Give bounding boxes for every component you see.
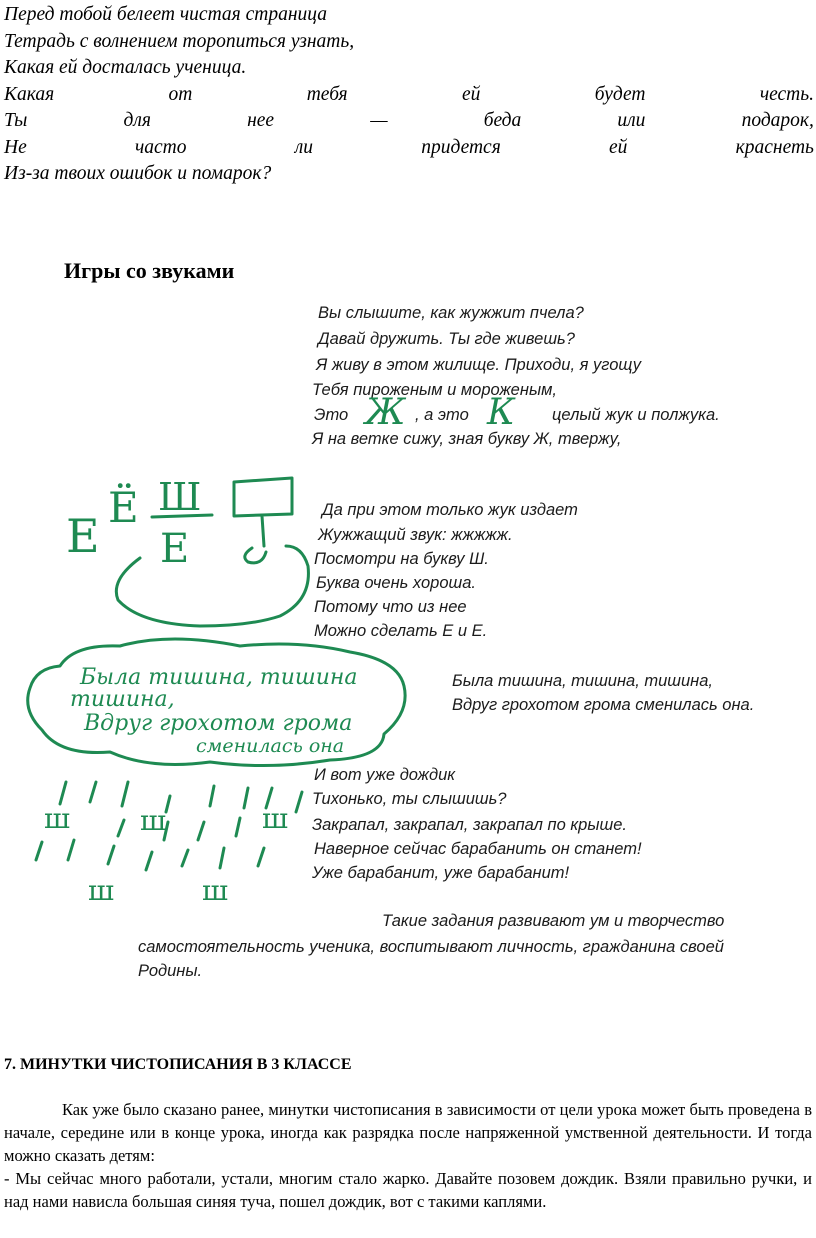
verse-line: И вот уже дождик xyxy=(314,766,456,784)
arrow-curve xyxy=(116,546,308,626)
poem-word: Какая xyxy=(4,83,55,105)
verse-line: Была тишина, тишина, тишина, xyxy=(452,672,714,690)
verse-line: Можно сделать Е и Е. xyxy=(314,622,488,640)
section-heading: Игры со звуками xyxy=(64,258,235,283)
rain-letter: ш xyxy=(140,804,167,837)
verse-line: Потому что из нее xyxy=(314,598,467,616)
poem-word: Ты xyxy=(4,110,28,131)
handwritten-letter-k: К xyxy=(487,392,515,433)
body-paragraph xyxy=(4,1098,812,1213)
verse-line: Жужжащий звук: жжжжж. xyxy=(318,526,513,544)
verse-line: Тихонько, ты слышишь? xyxy=(312,790,507,808)
poem-word: придется xyxy=(421,136,501,158)
poem-word: — xyxy=(370,110,388,131)
poem-word: беда xyxy=(483,110,522,131)
verse-line: Посмотри на букву Ш. xyxy=(314,550,489,568)
poem-line: Из-за твоих ошибок и помарок? xyxy=(4,163,272,184)
cloud-handwriting: сменилась она xyxy=(196,735,345,757)
rain-letter: ш xyxy=(88,874,115,907)
poem-line: Перед тобой белеет чистая страница xyxy=(4,4,327,25)
poem-word: Не xyxy=(4,136,27,158)
verse-line: целый жук и полжука. xyxy=(552,406,720,424)
letter-construction-drawing xyxy=(234,478,292,563)
poem-word: ей xyxy=(461,83,481,105)
handwritten-letter-e-small: Е xyxy=(160,526,190,572)
section-title: 7. МИНУТКИ ЧИСТОПИСАНИЯ В 3 КЛАССЕ xyxy=(4,1056,352,1073)
poem-word: честь. xyxy=(759,83,814,105)
verse-line: Буква очень хороша. xyxy=(316,574,476,592)
poem-word: подарок, xyxy=(741,110,814,131)
handwritten-letter-zh: Ж xyxy=(365,392,406,433)
poem-word: краснеть xyxy=(735,136,814,158)
handwritten-letter-e: Е xyxy=(66,509,100,563)
poem-word: ей xyxy=(609,136,628,158)
poem-line: Какая ей досталась ученица. xyxy=(4,57,247,78)
paragraph-text: Как уже было сказано ранее, минутки чистописания в зависимости от цели урока может быть проведена в начале, середине или в конце урока, иногда как разрядка после напряженной умственной деятельности. И тогда можно сказать детям: xyxy=(4,1100,812,1165)
poem-word: ли xyxy=(294,136,313,158)
note-line: Такие задания развивают ум и творчество xyxy=(382,912,725,930)
poem-word: для xyxy=(123,110,151,131)
poem-word: тебя xyxy=(306,83,348,105)
verse-line: Закрапал, закрапал, закрапал по крыше. xyxy=(312,816,627,834)
note-line: самостоятельность ученика, воспитывают личность, гражданина своей xyxy=(138,938,724,956)
cloud-handwriting: Была тишина, тишина xyxy=(80,665,358,690)
verse-line: Давай дружить. Ты где живешь? xyxy=(318,330,575,348)
rain-drawing xyxy=(36,782,302,907)
poem-word: от xyxy=(168,83,193,105)
verse-line: Я живу в этом жилище. Приходи, я угощу xyxy=(316,356,642,374)
poem-line: Тетрадь с волнением торопиться узнать, xyxy=(4,30,355,52)
underline-stroke xyxy=(152,515,212,517)
handwritten-letter-yo: Ё xyxy=(108,483,139,532)
poem-word: нее xyxy=(247,110,275,131)
paragraph-text: - Мы сейчас много работали, устали, многим стало жарко. Давайте позовем дождик. Взяли правильно ручки, и над нами нависла большая синяя туча, пошел дождик, вот с такими каплями. xyxy=(4,1169,812,1211)
verse-line: Я на ветке сижу, зная букву Ж, твержу, xyxy=(312,430,622,448)
cloud-handwriting: Вдруг грохотом грома xyxy=(84,711,353,736)
verse-line: , а это xyxy=(415,406,469,424)
verse-line: Да при этом только жук издает xyxy=(322,501,578,519)
cloud-handwriting: тишина, xyxy=(70,687,175,712)
verse-line: Наверное сейчас барабанить он станет! xyxy=(314,840,642,858)
rain-letter: ш xyxy=(202,874,229,907)
poem-word: или xyxy=(617,110,646,131)
poem-word: часто xyxy=(134,136,187,158)
poem-word: будет xyxy=(594,83,646,105)
rain-letter: ш xyxy=(44,802,71,835)
verse-line: Это xyxy=(314,406,349,424)
verse-line: Тебя пироженым и мороженым, xyxy=(312,381,557,399)
verse-line: Вы слышите, как жужжит пчела? xyxy=(318,304,584,322)
handwritten-letter-sh: Ш xyxy=(158,475,202,519)
note-line: Родины. xyxy=(138,962,203,980)
verse-line: Уже барабанит, уже барабанит! xyxy=(312,864,570,882)
rain-letter: ш xyxy=(262,802,289,835)
verse-line: Вдруг грохотом грома сменилась она. xyxy=(452,696,755,714)
